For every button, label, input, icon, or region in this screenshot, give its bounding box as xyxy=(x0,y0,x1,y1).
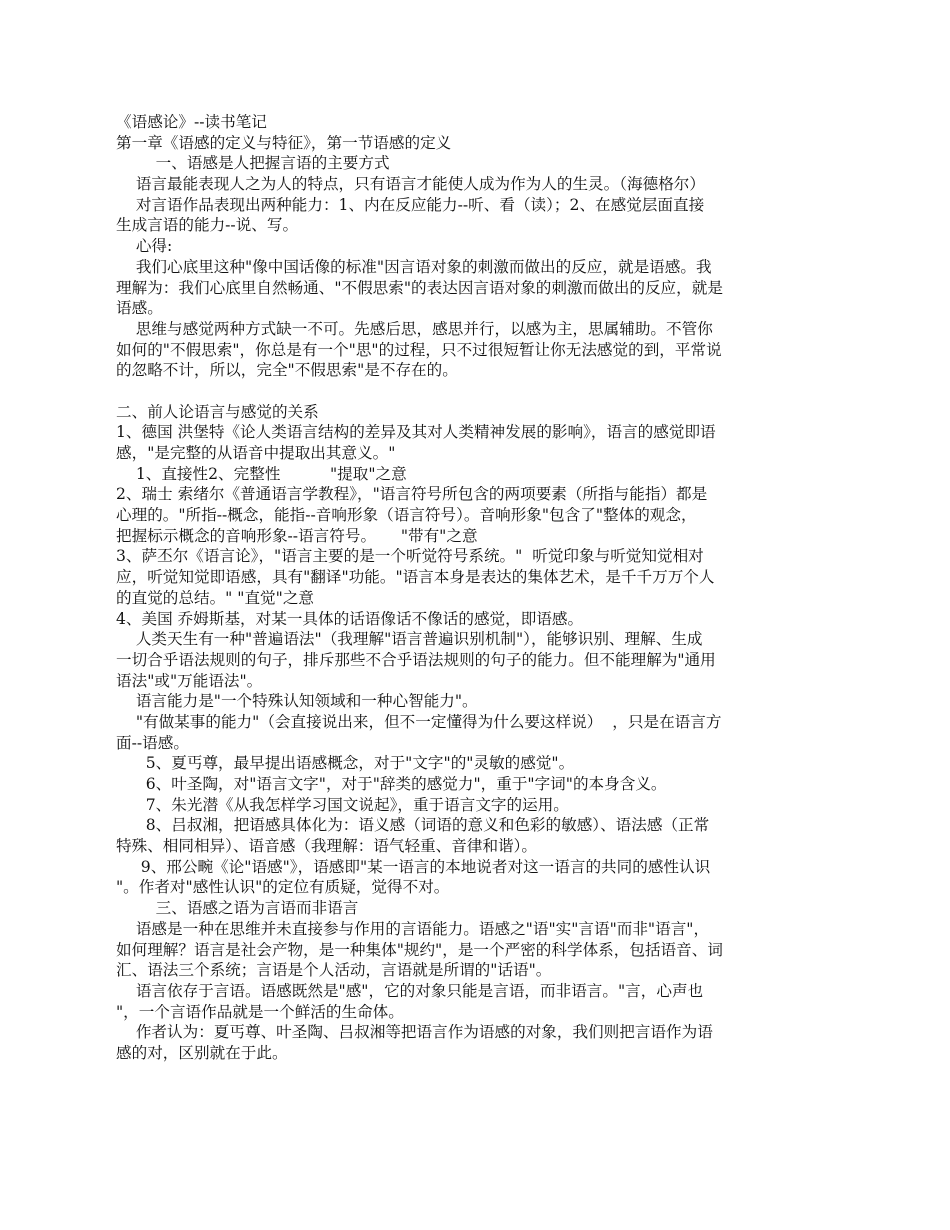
text-line: 一、语感是人把握言语的主要方式 xyxy=(116,154,390,173)
text-line: 三、语感之语为言语而非语言 xyxy=(116,899,359,918)
document-text xyxy=(116,133,846,1064)
blank-line xyxy=(116,381,846,402)
text-line: 如何理解？语言是社会产物，是一种集体"规约"，是一个严密的科学体系，包括语音、词 xyxy=(116,940,723,959)
text-line: 特殊、相同相异）、语音感（我理解：语气轻重、音律和谐）。 xyxy=(116,837,538,856)
text-line: 6、叶圣陶，对"语言文字"，对于"辞类的感觉力"，重于"字词"的本身含义。 xyxy=(116,775,667,793)
text-line: 1、直接性2、完整性 "提取"之意 xyxy=(116,464,407,483)
text-line: 作者认为：夏丐尊、叶圣陶、吕叔湘等把语言作为语感的对象，我们则把言语作为语 xyxy=(116,1023,713,1042)
text-line: 9、邢公畹《论"语感"》，语感即"某一语言的本地说者对这一语言的共同的感性认识 xyxy=(116,857,711,876)
text-line: 语法"或"万能语法"。 xyxy=(116,671,263,690)
text-line: 语言能力是"一个特殊认知领域和一种心智能力"。 xyxy=(116,692,478,711)
text-line: 面--语感。 xyxy=(116,733,189,752)
text-line: 语感是一种在思维并未直接参与作用的言语能力。语感之"语"实"言语"而非"语言"， xyxy=(116,919,710,938)
text-line: 理解为：我们心底里自然畅通、"不假思索"的表达因言语对象的刺激而做出的反应，就是 xyxy=(116,278,723,297)
text-line: 汇、语法三个系统；言语是个人活动，言语就是所谓的"话语"。 xyxy=(116,961,552,980)
text-line: 2、瑞士 索绪尔《普通语言学教程》，"语言符号所包含的两项要素（所指与能指）都是 xyxy=(116,485,708,504)
text-line: 我们心底里这种"像中国话像的标准"因言语对象的刺激而做出的反应，就是语感。我 xyxy=(116,257,712,276)
text-line: 第一章《语感的定义与特征》，第一节语感的定义 xyxy=(116,133,452,152)
text-line: 心得: xyxy=(116,237,173,256)
text-line: 一切合乎语法规则的句子，排斥那些不合乎语法规则的句子的能力。但不能理解为"通用 xyxy=(116,650,716,669)
text-line: 7、朱光潜《从我怎样学习国文说起》，重于语言文字的运用。 xyxy=(116,795,569,814)
text-line: 3、萨丕尔《语言论》，"语言主要的是一个听觉符号系统。" 听觉印象与听觉知觉相对 xyxy=(116,547,704,566)
document-title: 《语感论》--读书笔记 xyxy=(116,113,267,131)
text-line: 心理的。"所指--概念，能指--音响形象（语言符号）。音响形象"包含了"整体的观念， xyxy=(116,506,697,525)
text-line: 对言语作品表现出两种能力：1、内在反应能力--听、看（读）；2、在感觉层面直接 xyxy=(116,195,705,214)
text-line: 思维与感觉两种方式缺一不可。先感后思，感思并行，以感为主，思属辅助。不管你 xyxy=(116,319,713,338)
text-line: "有做某事的能力"（会直接说出来，但不一定懂得为什么要这样说） ，只是在语言方 xyxy=(116,712,722,731)
text-line: 4、美国 乔姆斯基，对某一具体的话语像话不像话的感觉，即语感。 xyxy=(116,609,584,628)
text-line: 如何的"不假思索"，你总是有一个"思"的过程，只不过很短暂让你无法感觉的到，平常说 xyxy=(116,340,722,359)
text-line: 的直觉的总结。" "直觉"之意 xyxy=(116,588,315,607)
document-body xyxy=(116,112,846,1064)
text-line: 语言依存于言语。语感既然是"感"，它的对象只能是言语，而非语言。"言，心声也 xyxy=(116,981,704,1000)
text-line: 把握标示概念的音响形象--语言符号。 "带有"之意 xyxy=(116,526,478,545)
text-line: 应，听觉知觉即语感，具有"翻译"功能。"语言本身是表达的集体艺术，是千千万万个人 xyxy=(116,568,715,587)
text-line: 的忽略不计，所以，完全"不假思索"是不存在的。 xyxy=(116,361,458,380)
text-line: 生成言语的能力--说、写。 xyxy=(116,216,299,235)
text-line: 感的对，区别就在于此。 xyxy=(116,1043,288,1062)
text-line: 8、吕叔湘，把语感具体化为：语义感（词语的意义和色彩的敏感）、语法感（正常 xyxy=(116,816,710,835)
text-line: 5、夏丐尊，最早提出语感概念，对于"文字"的"灵敏的感觉"。 xyxy=(116,754,575,773)
text-line: 人类天生有一种"普遍语法"（我理解"语言普遍识别机制"），能够识别、理解、生成 xyxy=(116,630,703,649)
text-line: 语感。 xyxy=(116,299,163,318)
text-line: "，一个言语作品就是一个鲜活的生命体。 xyxy=(116,1002,404,1021)
text-line: 1、德国 洪堡特《论人类语言结构的差异及其对人类精神发展的影响》，语言的感觉即语 xyxy=(116,423,716,442)
text-line: 二、前人论语言与感觉的关系 xyxy=(116,402,319,421)
text-line: 感，"是完整的从语音中提取出其意义。" xyxy=(116,444,396,462)
text-line: 语言最能表现人之为人的特点，只有语言才能使人成为作为人的生灵。（海德格尔） xyxy=(116,175,705,194)
text-line: "。作者对"感性认识"的定位有质疑，觉得不对。 xyxy=(116,878,450,897)
